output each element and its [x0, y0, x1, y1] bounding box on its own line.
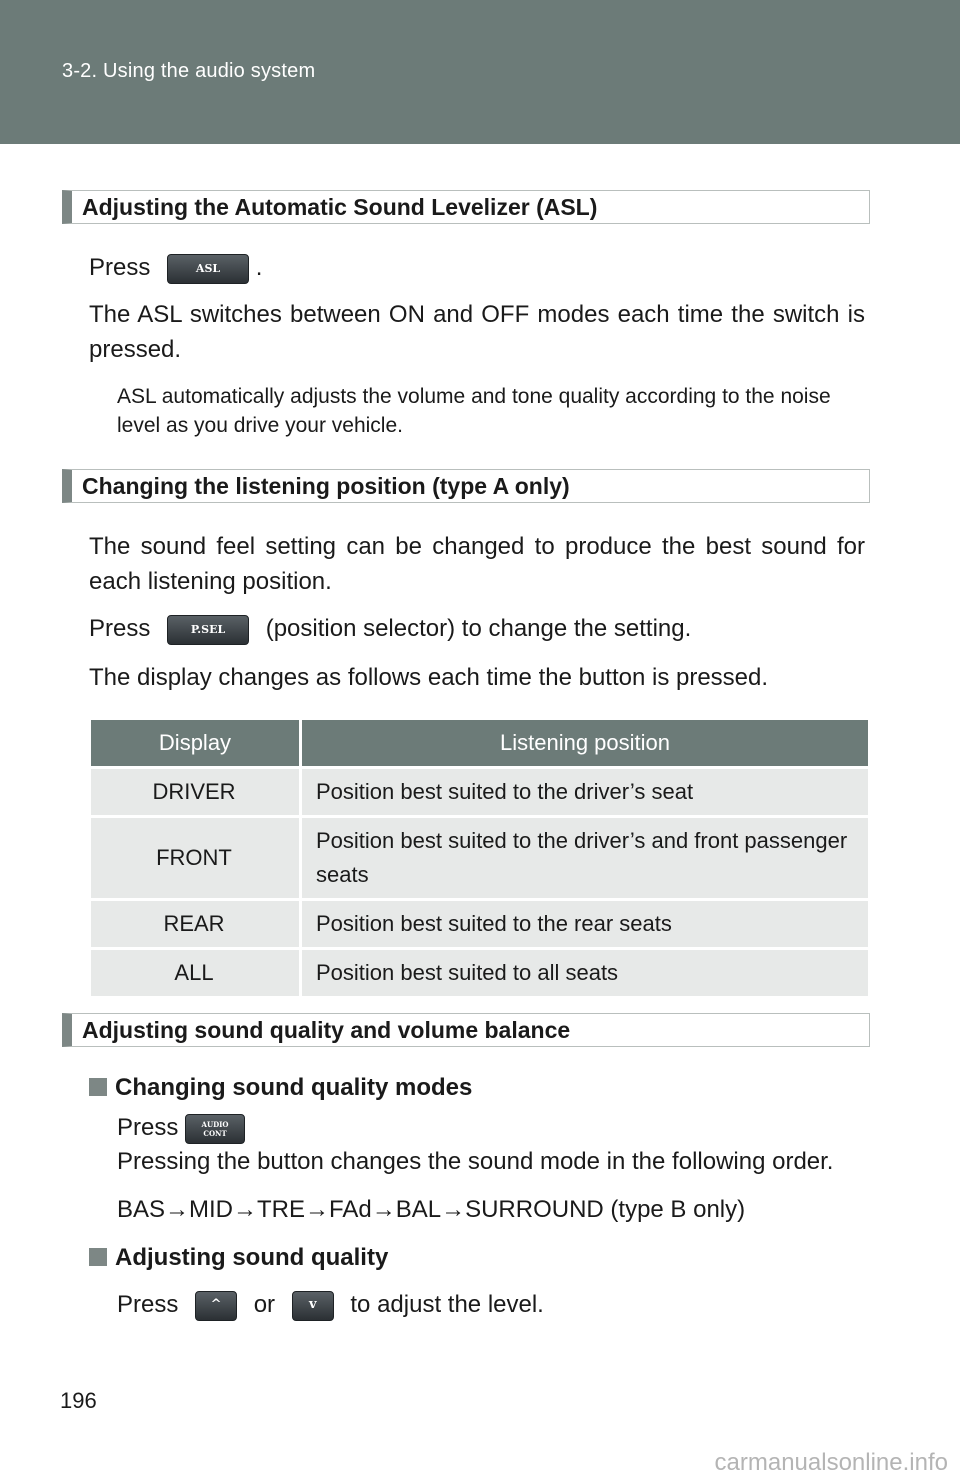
section-title: 3-2. Using the audio system — [62, 60, 316, 82]
audio-press-line — [117, 1111, 877, 1145]
table-cell-position: Position best suited to the rear seats — [301, 900, 869, 949]
asl-button-icon: ASL — [167, 254, 249, 284]
asl-press-line — [89, 250, 865, 285]
adjust-suffix: to adjust the level. — [350, 1291, 544, 1318]
listening-heading: Changing the listening position (type A only) — [62, 469, 870, 503]
psel-button-icon: P.SEL — [167, 615, 249, 645]
listening-intro: The sound feel setting can be changed to produce the best sound for each listening position. — [89, 533, 865, 595]
table-row — [91, 768, 868, 817]
down-button-icon: v — [292, 1291, 334, 1321]
asl-heading: Adjusting the Automatic Sound Levelizer (ASL) — [62, 190, 870, 224]
table-cell-display: ALL — [91, 949, 301, 998]
table-cell-display: DRIVER — [91, 768, 301, 817]
watermark: carmanualsonline.info — [714, 1449, 948, 1476]
table-cell-position: Position best suited to the driver’s and front passenger seats — [301, 817, 869, 900]
display-note: The display changes as follows each time the button is pressed. — [89, 664, 769, 691]
table-header-row — [91, 720, 868, 768]
adjust-press-line — [117, 1288, 877, 1322]
press-label: Press — [117, 1114, 179, 1141]
asl-description: The ASL switches between ON and OFF modes each time the switch is pressed. — [89, 301, 865, 363]
modes-description: Pressing the button changes the sound mode in the following order. — [117, 1148, 834, 1175]
table-header-position: Listening position — [301, 720, 869, 768]
sound-heading: Adjusting sound quality and volume balance — [62, 1013, 870, 1047]
psel-press-line — [89, 611, 865, 646]
press-suffix: . — [255, 254, 263, 281]
table-cell-display: FRONT — [91, 817, 301, 900]
press-label: Press — [117, 1291, 179, 1318]
audio-button-line1: AUDIO — [201, 1119, 229, 1129]
table-row — [91, 900, 868, 949]
table-cell-position: Position best suited to all seats — [301, 949, 869, 998]
table-cell-display: REAR — [91, 900, 301, 949]
bullet-square-icon — [89, 1248, 107, 1266]
quality-subheading-text: Adjusting sound quality — [115, 1244, 389, 1271]
or-label: or — [253, 1291, 276, 1318]
press-suffix: (position selector) to change the setting. — [265, 615, 692, 642]
modes-subheading-text: Changing sound quality modes — [115, 1074, 473, 1101]
up-button-icon: ^ — [195, 1291, 237, 1321]
table-header-display: Display — [91, 720, 301, 768]
bullet-square-icon — [89, 1078, 107, 1096]
modes-subheading — [89, 1074, 472, 1102]
table-row — [91, 949, 868, 998]
press-label: Press — [89, 615, 151, 642]
press-label: Press — [89, 254, 151, 281]
table-cell-position: Position best suited to the driver’s seat — [301, 768, 869, 817]
audio-cont-button-icon — [185, 1114, 245, 1144]
header-band — [0, 0, 960, 144]
mode-sequence: BAS→MID→TRE→FAd→BAL→SURROUND (type B only) — [117, 1196, 746, 1223]
table-row — [91, 817, 868, 900]
page-number: 196 — [60, 1388, 97, 1413]
listening-position-table — [91, 720, 868, 999]
asl-note: ASL automatically adjusts the volume and tone quality according to the noise level as you drive your vehicle. — [117, 385, 831, 437]
quality-subheading — [89, 1244, 388, 1272]
audio-button-line2: CONT — [203, 1128, 227, 1138]
